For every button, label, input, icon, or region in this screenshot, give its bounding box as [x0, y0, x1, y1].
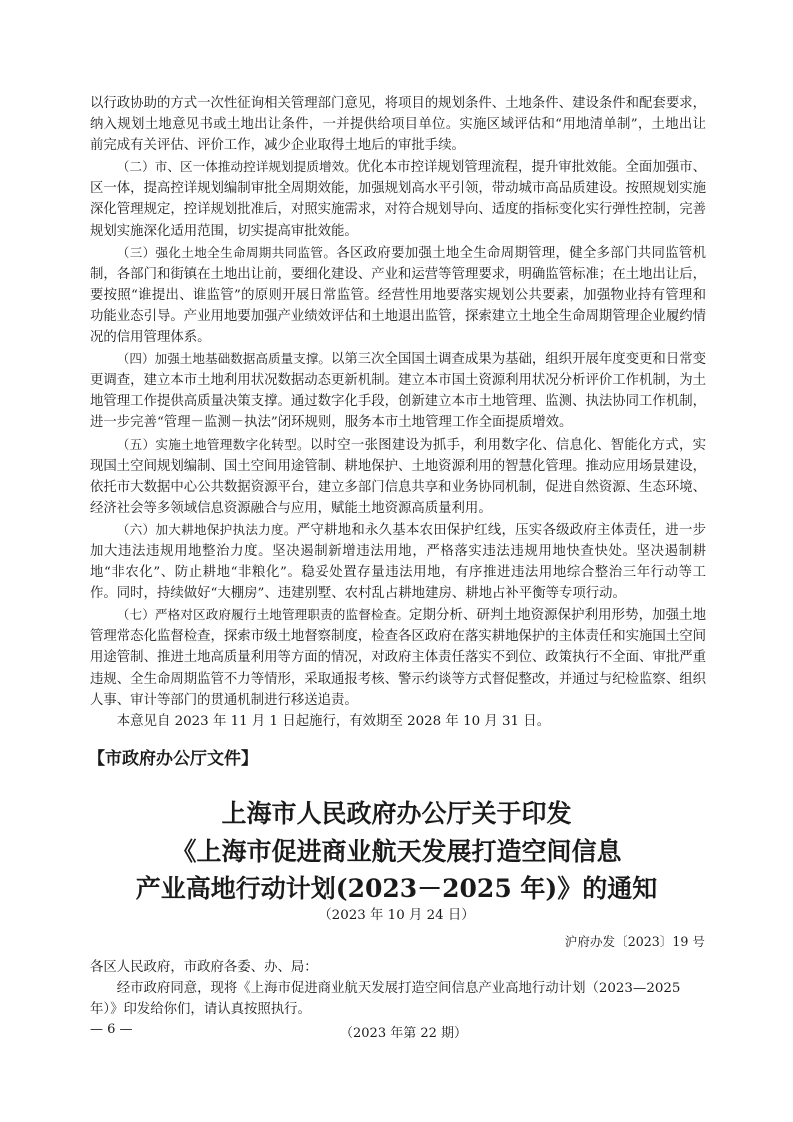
paragraph-item-6 [90, 519, 706, 604]
item-heading: （三）强化土地全生命周期共同监管。 [116, 244, 337, 260]
paragraph-item-2 [90, 156, 706, 241]
item-text: 各区政府要加强土地全生命周期管理，健全多部门共同监管机制，各部门和街镇在土地出让前，要细化建设、产业和运营等管理要求，明确监管标准；在土地出让后，要按照“谁提出、谁监管”的原则开展日常监管。经营性用地要落实规划公共要素，加强物业持有管理和功能业态引导。产业用地要加强产业绩效评估和土地退出监管，探索建立土地全生命周期管理企业履约情况的信用管理体系。 [90, 245, 707, 346]
salutation: 各区人民政府，市政府各委、办、局： [90, 960, 318, 975]
item-heading: （七）严格对区政府履行土地管理职责的监督检查。 [116, 607, 410, 623]
opinion-body [90, 93, 706, 732]
document-number: 沪府办发〔2023〕19 号 [564, 934, 705, 949]
paragraph-item-7 [90, 604, 706, 710]
paragraph-item-5 [90, 434, 706, 519]
section-label: 【市政府办公厅文件】 [88, 749, 258, 769]
item-heading: （五）实施土地管理数字化转型。 [116, 436, 310, 452]
paragraph: 以行政协助的方式一次性征询相关管理部门意见，将项目的规划条件、土地条件、建设条件和配套要求，纳入规划土地意见书或土地出让条件，一并提供给项目单位。实施区域评估和“用地清单制”，土地出让前完成有关评估、评价工作，减少企业取得土地后的审批手续。 [90, 96, 706, 154]
item-text: 以时空一张图建设为抓手，利用数字化、信息化、智能化方式，实现国土空间规划编制、国土空间用途管制、耕地保护、土地资源利用的智慧化管理。推动应用场景建设，依托市大数据中心公共数据资源平台，建立多部门信息共享和业务协同机制，促进自然资源、生态环境、经济社会等多领域信息资源融合与应用，赋能土地资源高质量利用。 [90, 437, 707, 516]
item-text: 定期分析、研判土地资源保护利用形势，加强土地管理常态化监督检查，探索市级土地督察制度，检查各区政府在落实耕地保护的主体责任和实施国土空间用途管制、推进土地高质量利用等方面的情况，对政府主体责任落实不到位、政策执行不全面、审批严重违规、全生命周期监管不力等情形，采取通报考核、警示约谈等方式督促整改，并通过与纪检监察、组织人事、审计等部门的贯通机制进行移送追责。 [90, 608, 707, 708]
item-text: 以第三次全国国土调查成果为基础，组织开展年度变更和日常变更调查，建立本市土地利用状况数据动态更新机制。建立本市国土资源利用状况分析评价工作机制，为土地管理工作提供高质量决策支撑。通过数字化手段，创新建立本市土地管理、监测、执法协同工作机制，进一步完善“管理－监测－执法”闭环规则，服务本市土地管理工作全面提质增效。 [90, 352, 707, 431]
item-heading: （六）加大耕地保护执法力度。 [116, 521, 297, 537]
item-heading: （二）市、区一体推动控详规划提质增效。 [116, 159, 357, 175]
page-number: — 6 — [90, 1022, 133, 1037]
paragraph-item-3 [90, 242, 706, 348]
item-text: 严守耕地和永久基本农田保护红线，压实各级政府主体责任，进一步加大违法违规用地整治力度。坚决遏制新增违法用地，严格落实违法违规用地快查快处。坚决遏制耕地“非农化”、防止耕地“非粮化”。稳妥处置存量违法用地，有序推进违法用地综合整治三年行动等工作。同时，持续做好“大棚房”、违建别墅、农村乱占耕地建房、耕地占补平衡等专项行动。 [90, 522, 707, 602]
notice-title [0, 795, 793, 908]
effective-date-paragraph: 本意见自 2023 年 11 月 1 日起施行，有效期至 2028 年 10 月 31 日。 [116, 713, 551, 729]
title-line: 上海市人民政府办公厅关于印发 [221, 799, 572, 828]
title-line: 《上海市促进商业航天发展打造空间信息 [171, 836, 622, 866]
item-text: 优化本市控详规划管理流程，提升审批效能。全面加强市、区一体，提高控详规划编制审批全周期效能，加强规划高水平引领，带动城市高品质建设。按照规划实施深化管理规定，控详规划批准后，对照实施需求，对符合规划导向、适度的指标变化实行弹性控制，完善规划实施深化适用范围，切实提高审批效能。 [90, 160, 707, 239]
notice-body [90, 957, 706, 1020]
issue-label: （2023 年第 22 期） [340, 1026, 468, 1041]
notice-content: 经市政府同意，现将《上海市促进商业航天发展打造空间信息产业高地行动计划（2023—2025 年）》印发给你们，请认真按照执行。 [90, 981, 681, 1018]
paragraph-item-4 [90, 348, 706, 433]
item-heading: （四）加强土地基础数据高质量支撑。 [116, 351, 331, 367]
title-line: 产业高地行动计划(2023－2025 年)》的通知 [135, 874, 658, 903]
notice-date: （2023 年 10 月 24 日） [318, 908, 475, 923]
